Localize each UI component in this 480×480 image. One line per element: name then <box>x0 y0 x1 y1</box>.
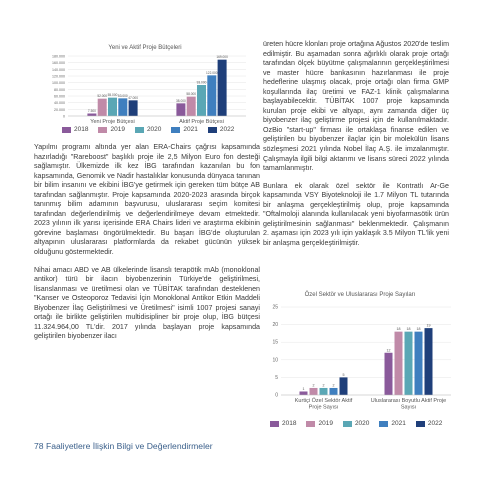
bar-value-label: 47.000 <box>128 95 138 100</box>
legend-item-2018 <box>62 126 88 133</box>
bar-value-label: 1 <box>302 386 305 391</box>
bar-2022-2 <box>218 60 227 116</box>
y-tick-label: 40.000 <box>54 101 65 106</box>
bar-value-label: 122.000 <box>206 70 218 75</box>
legend-label: 2020 <box>146 126 162 133</box>
bar-value-label: 93.000 <box>196 80 207 85</box>
bar-2018-2 <box>176 103 185 116</box>
left-column <box>34 143 260 350</box>
bar-value-label: 2 <box>332 383 335 388</box>
legend-swatch <box>416 421 425 427</box>
bar-value-label: 18 <box>406 327 411 332</box>
y-tick-label: 0 <box>275 392 278 399</box>
category-label: Uluslararası Boyutlu Aktif Proje <box>370 398 447 404</box>
bar-value-label: 7.500 <box>87 109 96 113</box>
y-tick-label: 20.000 <box>54 107 65 112</box>
bar-value-label: 52.000 <box>97 94 108 99</box>
bar-2021-2 <box>415 332 423 395</box>
project-count-chart-title: Özel Sektör ve Uluslararası Proje Sayıları <box>304 292 416 298</box>
bar-2020-2 <box>197 85 206 116</box>
budget-chart <box>40 45 250 135</box>
bar-value-label: 12 <box>386 348 391 353</box>
right-paragraph-1: üreten hücre klonları proje ortağına Ağustos 2020'de teslim edilmiştir. Bu aşamadan sonra ağırlıklı olarak proje ortağı tarafından ölçek büyütme çalışmalarının gerçekleştirilmesi ve master hücre bankasının hazırlanması ile proje hedeflerine ulaşmış olacak, proje ortağı olan firma GMP koşullarında ilaç üretimi ve FAZ-1 klinik çalışmalarına başlayabilecektir. TÜBİTAK 1007 proje kapsamında kurulan proje ekibi ve altyapı, aynı zamanda diğer üç biyobenzer ilaç geliştirme projesi için de kullanılmaktadır. OzBio "start-up" firması ile ortaklaşa finanse edilen ve geliştirilen bu biyobenzer ilaçlar için bir molekülün lisans sözleşmesi 2021 yılında Nobel İlaç A.Ş. ile imzalanmıştır. Çalışmayla ilgili bilgi aktarımı ve lisans süreci 2022 yılında tamamlanmıştır. <box>263 40 449 173</box>
budget-chart-title: Yeni ve Aktif Proje Bütçeleri <box>108 45 182 51</box>
legend-swatch <box>98 127 107 133</box>
legend-item-2019 <box>98 126 124 133</box>
bar-2020-1 <box>320 388 328 395</box>
bar-2020-1 <box>108 98 117 116</box>
legend-item-2018 <box>270 420 296 427</box>
legend-label: 2021 <box>183 126 198 133</box>
category-label: Aktif Proje Bütçesi <box>179 119 224 125</box>
y-tick-label: 20 <box>272 322 278 329</box>
y-tick-label: 120.000 <box>52 74 65 79</box>
legend-item-2019 <box>306 420 332 427</box>
left-paragraph-2: Nihai amacı ABD ve AB ülkelerinde lisanslı terapötik mAb (monoklonal antikor) türü bir ilacın biyobenzerinin Türkiye'de geliştirilmesi, lisanslanması ve üretilmesi olan ve TÜBİTAK tarafından desteklenen "Kanser ve Osteoporoz Tedavisi İçin Monoklonal Antikor Etkin Maddeli Biyobenzer İlaç Geliştirilmesi ve Üretilmesi" isimli 1007 projesi sanayi ortağı ile birlikte geliştirilen multidisipliner bir proje olup, İBG bütçesi 11.324.964,00 TL'dir. 2017 yılında başlayan proje kapsamında geliştirilen biyobenzer ilacı <box>34 265 260 341</box>
y-tick-label: 60.000 <box>54 94 65 99</box>
legend-label: 2019 <box>110 126 125 133</box>
legend-item-2022 <box>416 420 442 427</box>
legend-swatch <box>62 127 71 133</box>
bar-2021-1 <box>118 98 127 116</box>
y-tick-label: 10 <box>272 357 278 364</box>
legend-label: 2019 <box>318 420 333 427</box>
bar-value-label: 53.000 <box>117 93 128 98</box>
y-tick-label: 180.000 <box>52 54 65 59</box>
legend-item-2022 <box>208 126 234 133</box>
y-tick-label: 15 <box>272 339 278 346</box>
legend-swatch <box>343 421 352 427</box>
legend-label: 2020 <box>354 420 370 427</box>
bar-value-label: 58.000 <box>186 92 197 97</box>
bar-2018-1 <box>300 391 308 395</box>
bar-value-label: 169.000 <box>216 55 228 60</box>
bar-value-label: 18 <box>416 327 421 332</box>
category-label: Yeni Proje Bütçesi <box>90 119 135 125</box>
legend-label: 2018 <box>282 420 297 427</box>
project-count-chart-plot <box>265 301 455 419</box>
legend-swatch <box>306 421 315 427</box>
category-label: Proje Sayısı <box>308 404 339 411</box>
bar-value-label: 2 <box>312 383 315 388</box>
bar-2018-1 <box>87 114 96 117</box>
legend-swatch <box>135 127 144 133</box>
bar-2020-2 <box>405 332 413 395</box>
y-tick-label: 25 <box>272 304 278 311</box>
y-tick-label: 80.000 <box>54 87 65 92</box>
y-tick-label: 140.000 <box>52 67 65 72</box>
bar-2019-2 <box>395 332 403 395</box>
legend-label: 2021 <box>391 420 406 427</box>
legend-label: 2018 <box>74 126 89 133</box>
project-count-chart-legend <box>270 420 442 427</box>
bar-2022-1 <box>129 100 138 116</box>
bar-2018-2 <box>385 353 393 395</box>
legend-swatch <box>270 421 279 427</box>
bar-value-label: 38.000 <box>176 98 186 103</box>
right-paragraph-2: Bunlara ek olarak özel sektör ile Kontratlı Ar-Ge kapsamında VSY Biyoteknoloji ile 1.7 Milyon TL tutarında bir anlaşma gerçekleştirilmiş olup, proje kapsamında "Oftalmoloji alanında kullanılacak yeni biyofarmasötik ürün geliştirilmesinin sağlanması" beklenmektedir. Çalışmanın 2. aşaması için 2023 yılı için yaklaşık 3.5 Milyon TL'lik yeni bir anlaşma gerçekleştirilmiştir. <box>263 181 449 247</box>
bar-2021-1 <box>330 388 338 395</box>
budget-chart-legend <box>62 126 234 133</box>
legend-item-2020 <box>343 420 369 427</box>
y-tick-label: 160.000 <box>52 61 65 66</box>
bar-2022-2 <box>425 328 433 395</box>
legend-swatch <box>171 127 180 133</box>
legend-item-2020 <box>135 126 161 133</box>
bar-2022-1 <box>340 377 348 395</box>
legend-swatch <box>379 421 388 427</box>
right-column <box>263 40 449 256</box>
budget-chart-plot <box>40 52 250 137</box>
legend-label: 2022 <box>219 126 235 133</box>
project-count-chart <box>265 292 455 422</box>
bar-value-label: 18 <box>396 327 401 332</box>
bar-value-label: 5 <box>342 372 345 377</box>
page-footer: 78 Faaliyetlere İlişkin Bilgi ve Değerlendirmeler <box>34 441 213 451</box>
left-paragraph-1: Yapılmı programı altında yer alan ERA-Chairs çağrısı kapsamında hazırladığı "Rareboost" başlıklı proje ile 2,5 Milyon Euro fon desteği sağlamıştır. Ülkemizde ilk kez İBG tarafından kazanılan bu fon kapsamında, Genomik ve Nadir hastalıklar konusunda dünyaca tanınan bir bilim insanını ve ekibini İBG'ye getirmek için gereken tüm bütçe AB tarafından sağlanmıştır. Proje kapsamında 2020-2023 arasında birçok tanınmış bilim adamının başvurusu, uluslararası seçim komitesi tarafından değerlendirilmiş ve değerlendirilmeye devam etmektedir. 2023 yılının ilk yarısı içerisinde ERA Chairs lideri ve araştırma ekibinin görevine başlaması öngörülmektedir. Bu başarı İBG'de oluşturulan altyapının uluslararası platformlarda da rekabet gücünün yüksek olduğunu göstermektedir. <box>34 143 260 257</box>
y-tick-label: 5 <box>275 374 278 381</box>
bar-2019-1 <box>310 388 318 395</box>
bar-value-label: 2 <box>322 383 325 388</box>
category-label: Kurtiçi Özel Sektör Aktif <box>294 398 353 404</box>
bar-value-label: 19 <box>426 323 431 328</box>
y-tick-label: 0 <box>63 114 65 119</box>
legend-label: 2022 <box>427 420 443 427</box>
legend-swatch <box>208 127 217 133</box>
y-tick-label: 100.000 <box>52 81 65 86</box>
bar-value-label: 55.000 <box>107 93 118 98</box>
legend-item-2021 <box>379 420 405 427</box>
legend-item-2021 <box>171 126 197 133</box>
bar-2021-2 <box>207 75 216 116</box>
bar-2019-2 <box>187 97 196 116</box>
category-label: Sayısı <box>400 404 417 411</box>
bar-2019-1 <box>98 99 107 116</box>
